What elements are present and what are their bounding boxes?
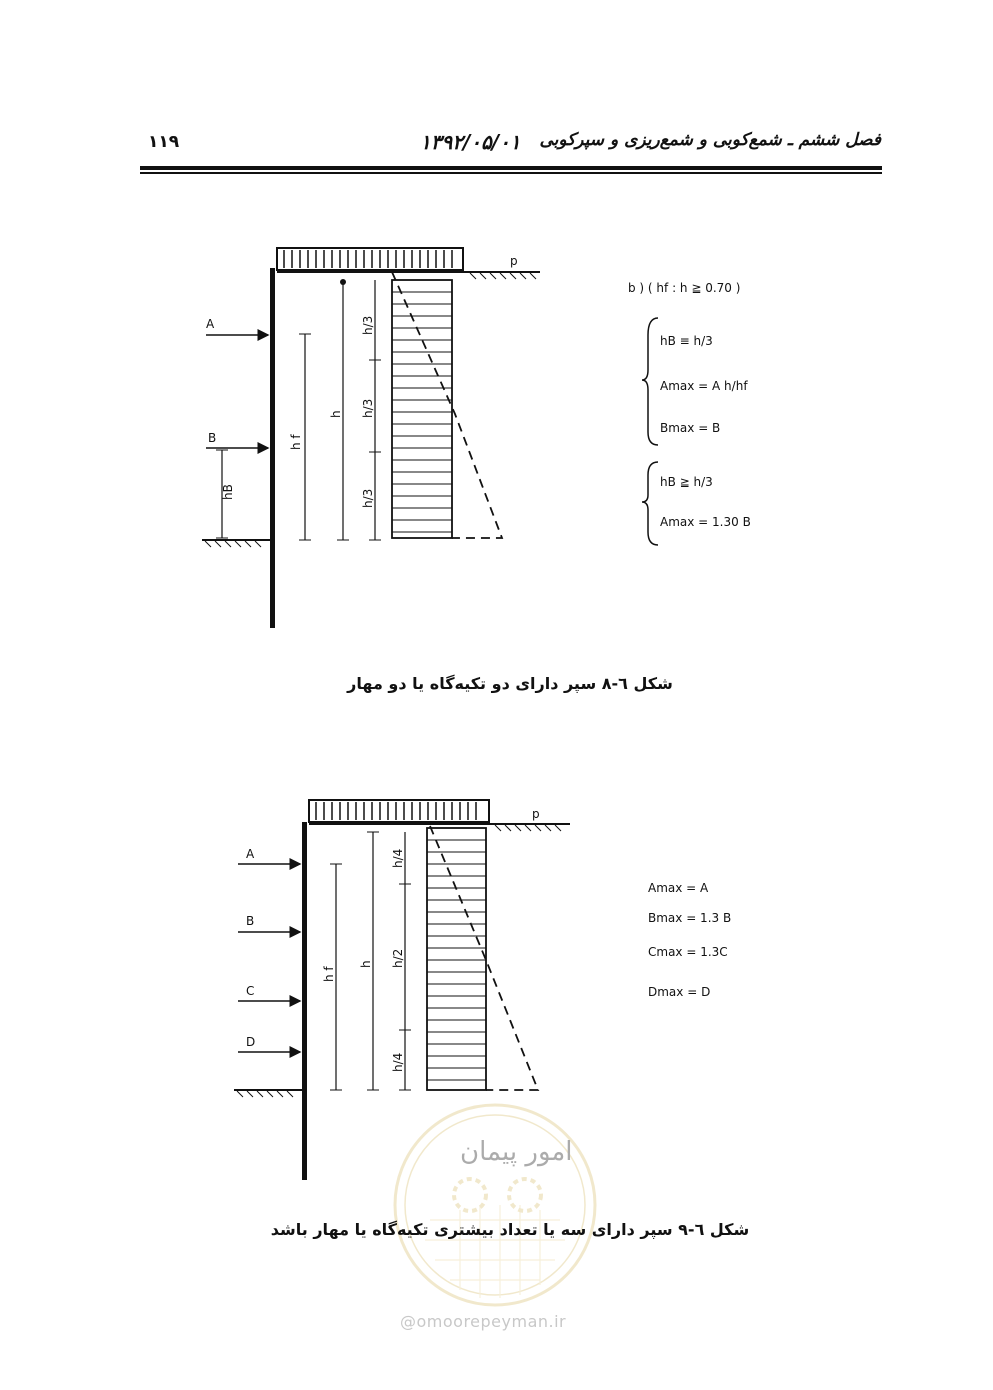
header-date: ۱۳۹۲/۰۵/۰۱	[420, 130, 521, 154]
label-h3-mid: h/3	[361, 398, 375, 418]
ground-hatch-top-9	[495, 825, 561, 831]
label-h3-bot: h/3	[361, 488, 375, 508]
label-h3-top: h/3	[361, 315, 375, 335]
label-hf: h f	[289, 434, 303, 450]
label-h: h	[329, 410, 343, 418]
earth-pressure-diagram-9	[427, 828, 486, 1090]
formula-case2-amax: Amax = 1.30 B	[660, 515, 751, 529]
formula-dmax-9: Dmax = D	[648, 985, 711, 999]
label-a-9: A	[246, 847, 255, 861]
formula-amax-9: Amax = A	[648, 881, 709, 895]
formula-bmax-9: Bmax = 1.3 B	[648, 911, 732, 925]
label-h4-bot-9: h/4	[391, 1052, 405, 1072]
watermark-logo-text: امور پیمان	[460, 1137, 573, 1167]
formula-cmax-9: Cmax = 1.3C	[648, 945, 728, 959]
sheet-pile-9	[302, 822, 307, 1180]
label-hb: hB	[221, 484, 235, 500]
page-number: ۱۱۹	[148, 132, 180, 152]
ground-hatch-bottom-9	[237, 1091, 293, 1097]
label-p-9: p	[532, 807, 540, 821]
formula-case2-hb: hB ≧ h/3	[660, 475, 713, 489]
figure-9-formulas	[648, 881, 731, 999]
chapter-title: فصل ششم ـ شمع‌کوبی و شمع‌ریزی و سپرکوبی	[539, 130, 881, 150]
label-h-9: h	[359, 960, 373, 968]
label-hf-9: h f	[322, 966, 336, 982]
pressure-hatch-9	[427, 840, 486, 1080]
watermark-text: @omoorepeyman.ir	[400, 1312, 567, 1331]
label-b: B	[208, 431, 217, 445]
label-h2-9: h/2	[391, 948, 405, 968]
label-b-9: B	[246, 914, 255, 928]
surcharge-hatch-9	[316, 802, 476, 820]
formula-case1-amax: Amax = A h/hf	[660, 379, 748, 393]
formula-case1-bmax: Bmax = B	[660, 421, 721, 435]
formula-case1-hb: hB ≡ h/3	[660, 334, 713, 348]
label-d-9: D	[246, 1035, 256, 1049]
surcharge-load-9	[309, 800, 489, 822]
figure-8-caption: شکل ٦-٨ سپر دارای دو تکیه‌گاه یا دو مهار	[347, 674, 673, 693]
triangular-pressure-dashed-9	[430, 826, 538, 1090]
label-c-9: C	[246, 984, 255, 998]
label-h4-top-9: h/4	[391, 848, 405, 868]
label-a: A	[206, 317, 215, 331]
figure-9-caption: شکل ٦-٩ سپر دارای سه یا تعداد بیشتری تکیه‌گاه یا مهار باشد	[270, 1220, 750, 1239]
label-p: p	[510, 254, 518, 268]
formula-condition: b ) ( hf : h ≧ 0.70 )	[628, 281, 741, 295]
